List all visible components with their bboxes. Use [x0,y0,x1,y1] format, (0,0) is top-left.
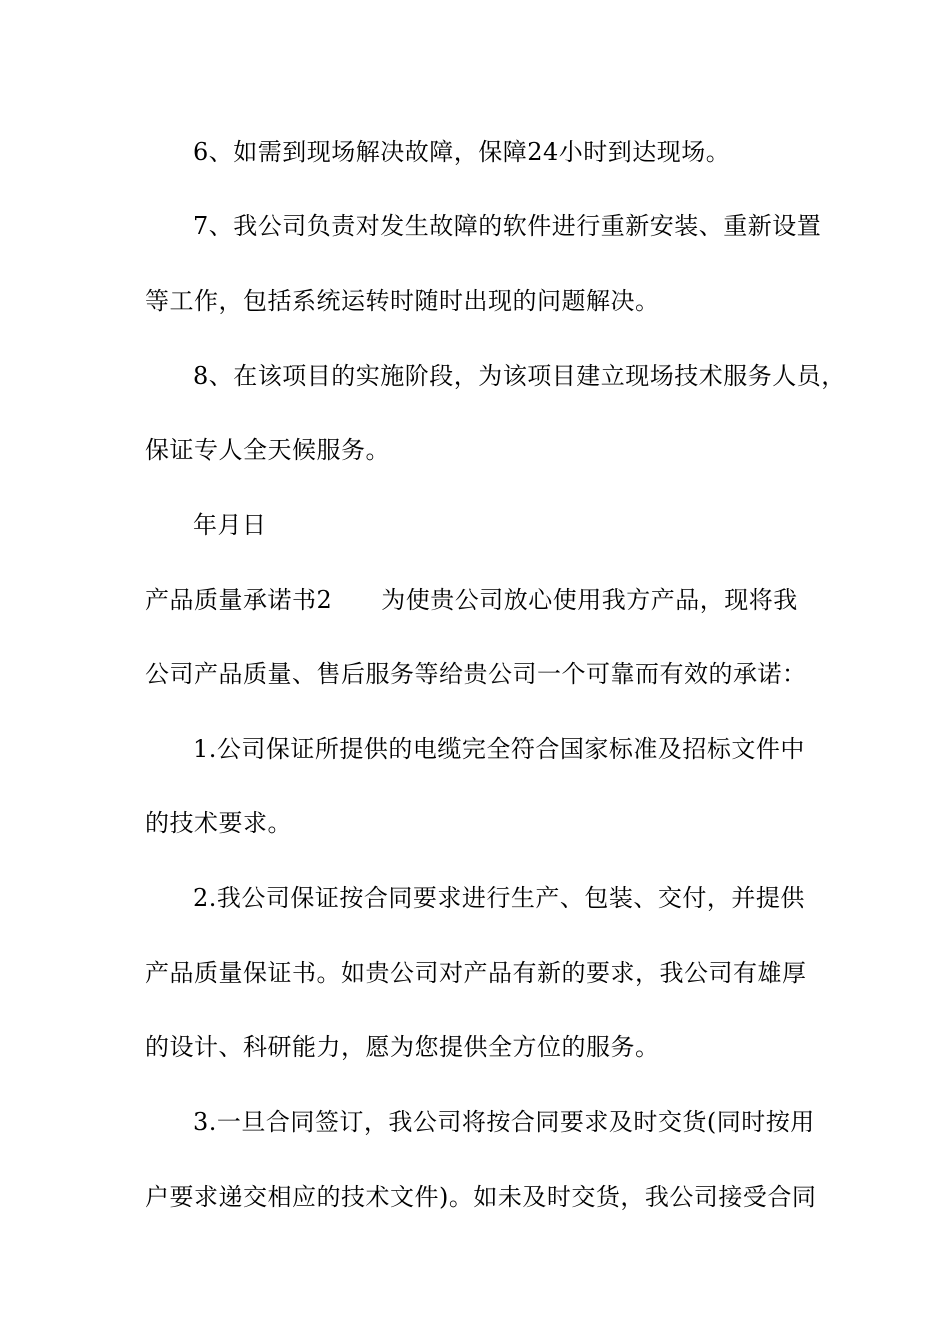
paragraph-line: 的设计、科研能力，愿为您提供全方位的服务。 [145,1033,660,1061]
paragraph-line: 6、如需到现场解决故障，保障24小时到达现场。 [193,138,731,166]
date-line: 年月日 [193,511,267,539]
paragraph-line: 的技术要求。 [145,809,292,837]
paragraph-line: 等工作，包括系统运转时随时出现的问题解决。 [145,287,660,315]
paragraph-line: 1.公司保证所提供的电缆完全符合国家标准及招标文件中 [193,735,805,763]
paragraph-line: 2.我公司保证按合同要求进行生产、包装、交付，并提供 [193,884,805,912]
paragraph-line: 产品质量保证书。如贵公司对产品有新的要求，我公司有雄厚 [145,959,807,987]
paragraph-line: 7、我公司负责对发生故障的软件进行重新安装、重新设置 [193,212,822,240]
paragraph-line: 8、在该项目的实施阶段，为该项目建立现场技术服务人员， [193,362,846,390]
paragraph-line: 保证专人全天候服务。 [145,436,390,464]
heading-line: 产品质量承诺书2 为使贵公司放心使用我方产品，现将我 [145,586,798,614]
paragraph-line: 3.一旦合同签订，我公司将按合同要求及时交货(同时按用 [193,1108,815,1136]
paragraph-line: 公司产品质量、售后服务等给贵公司一个可靠而有效的承诺： [145,660,807,688]
paragraph-line: 户要求递交相应的技术文件)。如未及时交货，我公司接受合同 [145,1183,817,1211]
